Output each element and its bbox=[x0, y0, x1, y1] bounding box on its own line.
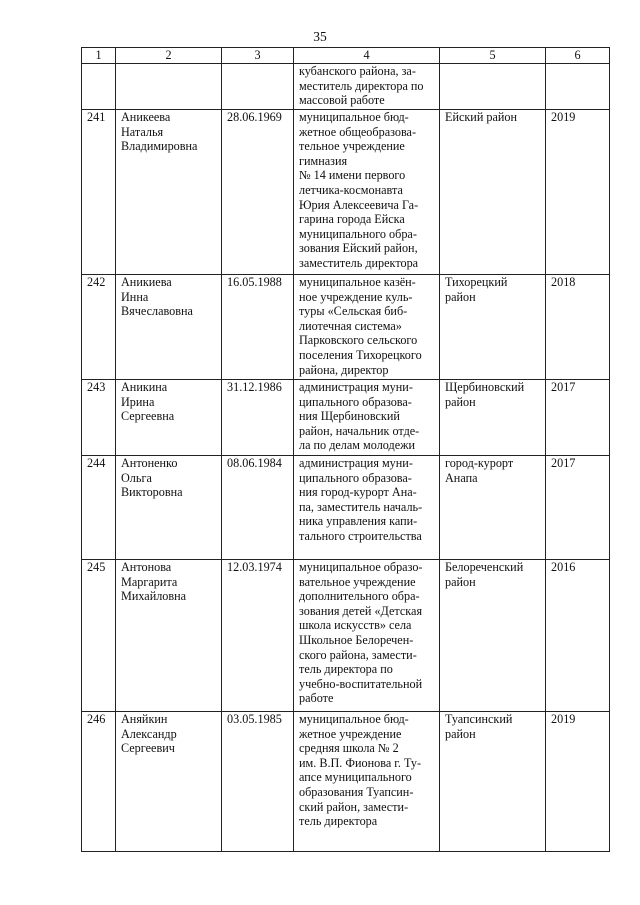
table-row-continuation bbox=[82, 64, 610, 110]
full-name bbox=[116, 64, 222, 110]
row-number: 242 bbox=[82, 275, 116, 380]
table-row bbox=[82, 275, 610, 380]
birth-date: 03.05.1985 bbox=[222, 712, 294, 852]
year: 2019 bbox=[546, 110, 610, 275]
column-number: 4 bbox=[294, 48, 440, 64]
district: город-курорт Анапа bbox=[440, 456, 546, 560]
row-number: 244 bbox=[82, 456, 116, 560]
table-row bbox=[82, 110, 610, 275]
table-row bbox=[82, 456, 610, 560]
position: администрация муни- ципального образова- ния Щербиновский район, начальник отде- ла по делам молодежи bbox=[294, 380, 440, 456]
birth-date: 16.05.1988 bbox=[222, 275, 294, 380]
row-number: 246 bbox=[82, 712, 116, 852]
row-number: 241 bbox=[82, 110, 116, 275]
year: 2019 bbox=[546, 712, 610, 852]
column-number: 5 bbox=[440, 48, 546, 64]
column-number: 3 bbox=[222, 48, 294, 64]
district: Тихорецкий район bbox=[440, 275, 546, 380]
column-number: 2 bbox=[116, 48, 222, 64]
column-number: 1 bbox=[82, 48, 116, 64]
full-name: Аникеева Наталья Владимировна bbox=[116, 110, 222, 275]
full-name: Аникина Ирина Сергеевна bbox=[116, 380, 222, 456]
row-number: 245 bbox=[82, 560, 116, 712]
table-row bbox=[82, 712, 610, 852]
year: 2017 bbox=[546, 456, 610, 560]
position: администрация муни- ципального образова- ния город-курорт Ана- па, заместитель началь- ника управления капи- тального строительства bbox=[294, 456, 440, 560]
birth-date: 28.06.1969 bbox=[222, 110, 294, 275]
year: 2016 bbox=[546, 560, 610, 712]
district: Ейский район bbox=[440, 110, 546, 275]
year: 2017 bbox=[546, 380, 610, 456]
year bbox=[546, 64, 610, 110]
birth-date: 31.12.1986 bbox=[222, 380, 294, 456]
district bbox=[440, 64, 546, 110]
column-number-row bbox=[82, 48, 610, 64]
position: муниципальное казён- ное учреждение куль- туры «Сельская биб- лиотечная система» Парковского сельского поселения Тихорецкого района, директор bbox=[294, 275, 440, 380]
full-name: Аникиева Инна Вячеславовна bbox=[116, 275, 222, 380]
table-row bbox=[82, 380, 610, 456]
page-number: 35 bbox=[313, 29, 327, 44]
full-name: Антонова Маргарита Михайловна bbox=[116, 560, 222, 712]
full-name: Антоненко Ольга Викторовна bbox=[116, 456, 222, 560]
table-row bbox=[82, 560, 610, 712]
position: муниципальное образо- вательное учреждение дополнительного обра- зования детей «Детская школа искусств» села Школьное Белоречен- ского района, замести- тель директора по учебно-воспитательной работе bbox=[294, 560, 440, 712]
full-name: Аняйкин Александр Сергеевич bbox=[116, 712, 222, 852]
district: Белореченский район bbox=[440, 560, 546, 712]
year: 2018 bbox=[546, 275, 610, 380]
row-number: 243 bbox=[82, 380, 116, 456]
personnel-registry-table bbox=[81, 47, 610, 852]
district: Туапсинский район bbox=[440, 712, 546, 852]
birth-date bbox=[222, 64, 294, 110]
birth-date: 08.06.1984 bbox=[222, 456, 294, 560]
position: кубанского района, за- меститель директора по массовой работе bbox=[294, 64, 440, 110]
column-number: 6 bbox=[546, 48, 610, 64]
position: муниципальное бюд- жетное общеобразова- тельное учреждение гимназия № 14 имени первого летчика-космонавта Юрия Алексеевича Га- гарина города Ейска муниципального обра- зования Ейский район, заместитель директора bbox=[294, 110, 440, 275]
birth-date: 12.03.1974 bbox=[222, 560, 294, 712]
position: муниципальное бюд- жетное учреждение средняя школа № 2 им. В.П. Фионова г. Ту- апсе муниципального образования Туапсин- ский район, замести- тель директора bbox=[294, 712, 440, 852]
district: Щербиновский район bbox=[440, 380, 546, 456]
row-number bbox=[82, 64, 116, 110]
